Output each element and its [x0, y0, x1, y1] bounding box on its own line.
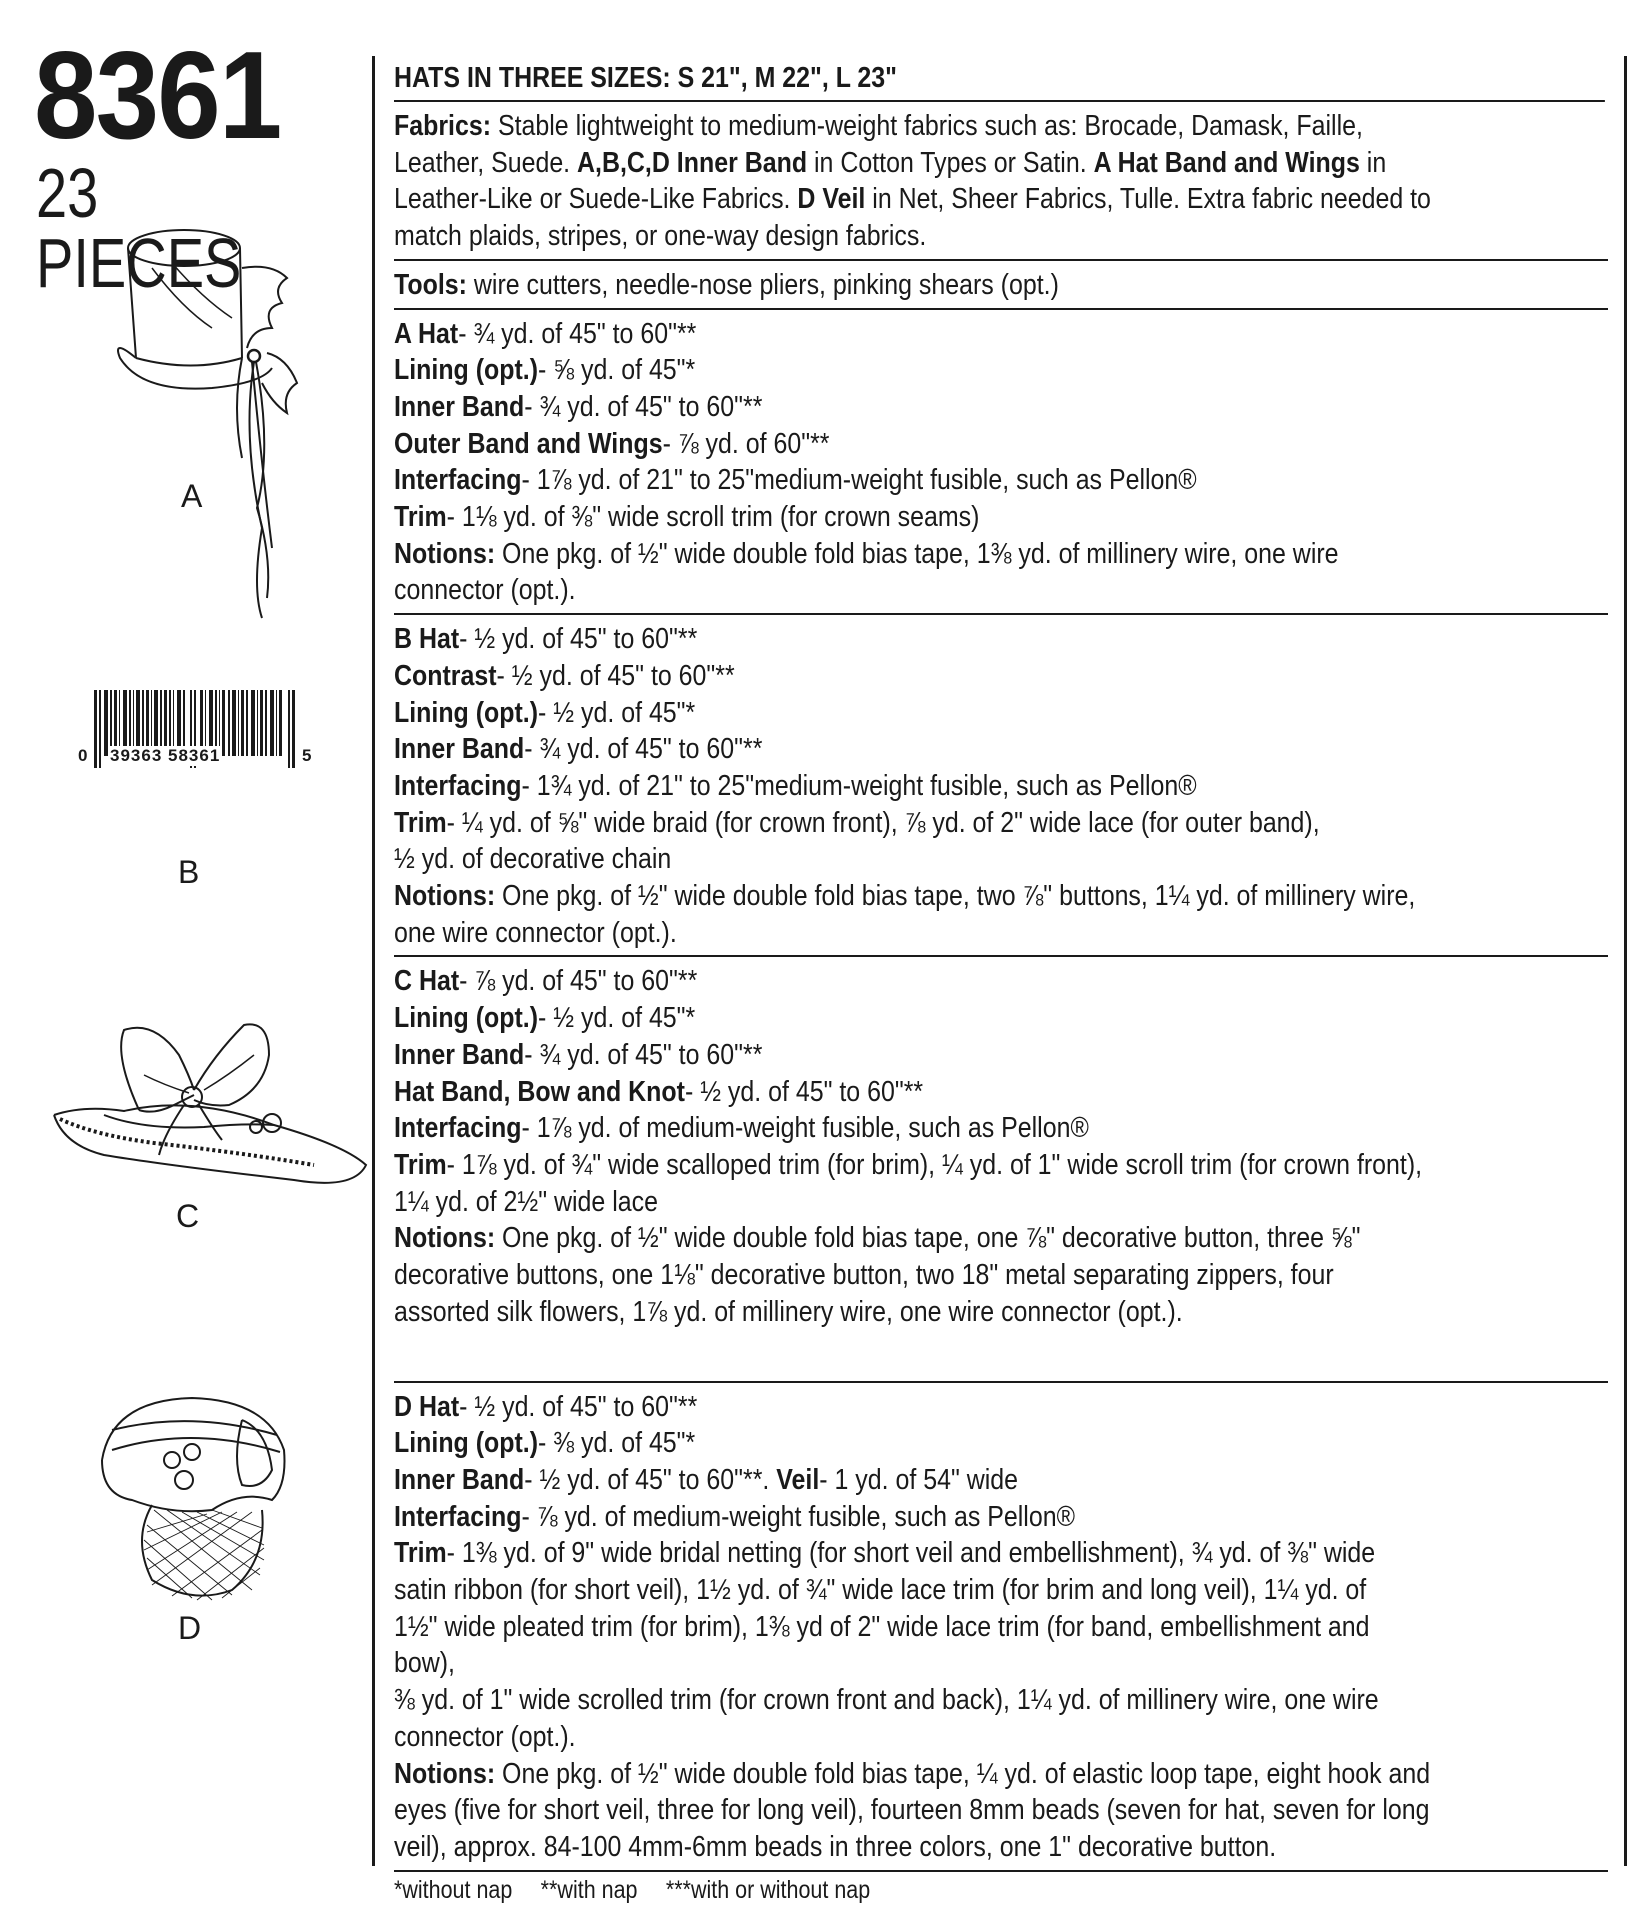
- text-run: Stable lightweight to medium-weight fabrics such as: Brocade, Damask, Faille,: [491, 110, 1363, 142]
- text-run: - 1¾ yd. of 21" to 25"medium-weight fusible, such as Pellon®: [521, 769, 1197, 802]
- view-a-line: [394, 536, 1438, 573]
- text-run: ½ yd. of decorative chain: [394, 843, 672, 876]
- view-a-line: [394, 316, 1438, 353]
- text-run: - ⅞ yd. of medium-weight fusible, such as Pellon®: [521, 1500, 1075, 1533]
- text-run: in Cotton Types or Satin.: [807, 146, 1094, 179]
- text-run: - 1⅜ yd. of 9" wide bridal netting (for short veil and embellishment), ¾ yd. of ⅜" wide: [446, 1537, 1376, 1570]
- text-run: - ½ yd. of 45" to 60"**: [496, 659, 735, 692]
- text-run: - ½ yd. of 45" to 60"**: [459, 1390, 698, 1423]
- view-d-section: [394, 1383, 1608, 1872]
- text-run: in Net, Sheer Fabrics, Tulle. Extra fabric needed to: [865, 183, 1431, 216]
- text-run: connector (opt.).: [394, 1720, 576, 1753]
- view-a-section: [394, 310, 1608, 616]
- text-run: one wire connector (opt.).: [394, 916, 677, 949]
- text-run: One pkg. of ½" wide double fold bias tape, 1⅜ yd. of millinery wire, one wire: [495, 537, 1339, 570]
- bold-label: Inner Band: [394, 1463, 525, 1496]
- requirements-content: [394, 56, 1608, 1906]
- tools-line: [394, 267, 1438, 304]
- wide-brim-hat-with-bow-illustration: [44, 1015, 370, 1195]
- view-b-line: [394, 878, 1438, 915]
- text-run: decorative buttons, one 1⅛" decorative button, two 18" metal separating zippers, four: [394, 1259, 1334, 1292]
- view-d-line: [394, 1572, 1438, 1609]
- view-a-line: [394, 389, 1438, 426]
- view-c-line: [394, 1037, 1438, 1074]
- bold-label: Notions:: [394, 1222, 496, 1255]
- view-d-line: [394, 1645, 1438, 1682]
- text-run: 1½" wide pleated trim (for brim), 1⅜ yd of 2" wide lace trim (for band, embellishment and: [394, 1610, 1370, 1643]
- fabrics-line: [394, 108, 1438, 145]
- bold-label: D Veil: [797, 183, 866, 216]
- bold-label: Trim: [394, 501, 447, 534]
- bold-label: Fabrics:: [394, 110, 492, 142]
- view-b-line: [394, 695, 1438, 732]
- view-d-line: [394, 1425, 1438, 1462]
- view-a-line: [394, 572, 1438, 609]
- column-divider-left: [372, 56, 375, 1866]
- view-d-line: [394, 1462, 1438, 1499]
- text-run: in: [1359, 146, 1387, 179]
- footnote-with-or-without-nap: ***with or without nap: [665, 1875, 871, 1904]
- text-run: - ⅞ yd. of 60"**: [662, 427, 830, 460]
- view-d-line: [394, 1792, 1438, 1829]
- bold-label: C Hat: [394, 965, 460, 998]
- view-c-line: [394, 1184, 1438, 1221]
- fabrics-line: [394, 181, 1438, 218]
- view-c-line: [394, 1110, 1438, 1147]
- bold-label: Notions:: [394, 537, 496, 570]
- text-run: match plaids, stripes, or one-way design fabrics.: [394, 220, 927, 253]
- sizes-header: HATS IN THREE SIZES: S 21", M 22", L 23": [394, 56, 1605, 102]
- text-run: - ½ yd. of 45" to 60"**: [684, 1075, 924, 1108]
- text-run: veil), approx. 84-100 4mm-6mm beads in three colors, one 1" decorative button.: [394, 1830, 1277, 1863]
- bold-label: Lining (opt.): [394, 354, 539, 387]
- bold-label: Notions:: [394, 1757, 496, 1790]
- bold-label: Interfacing: [394, 769, 522, 802]
- view-a-line: [394, 462, 1438, 499]
- bold-label: Lining (opt.): [394, 1427, 539, 1460]
- top-hat-with-wings-illustration: [112, 208, 312, 628]
- text-run: - 1⅞ yd. of ¾" wide scalloped trim (for brim), ¼ yd. of 1" wide scroll trim (for crown front),: [446, 1148, 1423, 1181]
- view-d-line: [394, 1499, 1438, 1536]
- text-run: 1¼ yd. of 2½" wide lace: [394, 1185, 658, 1218]
- view-label-b: B: [178, 854, 200, 890]
- view-c-line: [394, 1220, 1438, 1257]
- fabrics-line: [394, 145, 1438, 182]
- view-c-line: [394, 1294, 1438, 1331]
- text-run: satin ribbon (for short veil), 1½ yd. of ¾" wide lace trim (for brim and long veil), 1¼ yd. of: [394, 1574, 1367, 1607]
- view-a-line: [394, 352, 1438, 389]
- text-run: ⅜ yd. of 1" wide scrolled trim (for crown front and back), 1¼ yd. of millinery wire, one wire: [394, 1684, 1379, 1717]
- text-run: - 1⅞ yd. of medium-weight fusible, such as Pellon®: [521, 1112, 1089, 1145]
- view-b-line: [394, 621, 1438, 658]
- view-b-line: [394, 731, 1438, 768]
- bold-label: Hat Band, Bow and Knot: [394, 1075, 685, 1108]
- bold-label: A Hat: [394, 317, 459, 350]
- bold-label: Inner Band: [394, 390, 525, 423]
- view-c-line: [394, 1000, 1438, 1037]
- text-run: - ½ yd. of 45" to 60"**: [459, 623, 698, 656]
- bold-label: Lining (opt.): [394, 1002, 539, 1035]
- pieces-count: 23 PIECES: [36, 154, 242, 302]
- text-run: - ¾ yd. of 45" to 60"**: [524, 733, 763, 766]
- footnote-without-nap: *without nap: [394, 1875, 513, 1904]
- view-d-line: [394, 1829, 1438, 1866]
- view-a-line: [394, 426, 1438, 463]
- bold-label: Inner Band: [394, 733, 525, 766]
- view-label-c: C: [176, 1198, 200, 1234]
- bold-label: Tools:: [394, 268, 467, 301]
- bold-label: Interfacing: [394, 1500, 522, 1533]
- text-run: - 1⅛ yd. of ⅜" wide scroll trim (for crown seams): [446, 501, 980, 534]
- text-run: - 1⅞ yd. of 21" to 25"medium-weight fusible, such as Pellon®: [521, 464, 1197, 497]
- text-run: - ½ yd. of 45" to 60"**.: [524, 1463, 777, 1496]
- view-d-line: [394, 1609, 1438, 1646]
- view-c-line: [394, 1147, 1438, 1184]
- column-divider-right: [1624, 56, 1627, 1866]
- pattern-number: 8361: [34, 27, 281, 165]
- text-run: - ½ yd. of 45"*: [538, 1002, 696, 1035]
- footnotes: [394, 1872, 1438, 1906]
- bold-label: Trim: [394, 806, 447, 839]
- bold-label: A,B,C,D Inner Band: [577, 146, 808, 179]
- bold-label: B Hat: [394, 623, 460, 656]
- text-run: bow),: [394, 1647, 455, 1680]
- view-b-line: [394, 805, 1438, 842]
- fabrics-line: [394, 218, 1438, 255]
- view-b-line: [394, 915, 1438, 952]
- text-run: - ¾ yd. of 45" to 60"**: [524, 1038, 763, 1071]
- barcode-left-digit: 0: [78, 746, 89, 765]
- view-b-line: [394, 841, 1438, 878]
- text-run: - ¾ yd. of 45" to 60"**: [458, 317, 697, 350]
- view-d-line: [394, 1682, 1438, 1719]
- view-d-line: [394, 1535, 1438, 1572]
- view-label-d: D: [178, 1610, 202, 1646]
- bold-label: A Hat Band and Wings: [1093, 146, 1360, 179]
- view-c-line: [394, 1257, 1438, 1294]
- text-run: One pkg. of ½" wide double fold bias tape, ¼ yd. of elastic loop tape, eight hook and: [495, 1757, 1431, 1790]
- bold-label: Trim: [394, 1148, 447, 1181]
- bold-label: Interfacing: [394, 464, 522, 497]
- view-d-line: [394, 1719, 1438, 1756]
- view-label-a: A: [181, 478, 203, 514]
- bold-label: D Hat: [394, 1390, 460, 1423]
- fabrics-section: [394, 102, 1608, 261]
- text-run: Leather, Suede.: [394, 146, 578, 179]
- view-d-line: [394, 1389, 1438, 1426]
- bold-label: Contrast: [394, 659, 497, 692]
- text-run: Leather-Like or Suede-Like Fabrics.: [394, 183, 798, 216]
- text-run: One pkg. of ½" wide double fold bias tape, two ⅞" buttons, 1¼ yd. of millinery wire,: [495, 880, 1416, 913]
- view-b-section: [394, 615, 1608, 957]
- footnote-with-nap: **with nap: [540, 1875, 638, 1904]
- text-run: assorted silk flowers, 1⅞ yd. of millinery wire, one wire connector (opt.).: [394, 1295, 1183, 1328]
- hat-with-veil-illustration: [92, 1390, 292, 1610]
- view-d-line: [394, 1756, 1438, 1793]
- barcode-right-digit: 5: [302, 746, 313, 765]
- bold-label: Notions:: [394, 880, 496, 913]
- tools-section: [394, 261, 1608, 310]
- text-run: connector (opt.).: [394, 574, 576, 607]
- view-c-section: [394, 957, 1608, 1382]
- text-run: eyes (five for short veil, three for long veil), fourteen 8mm beads (seven for hat, seven for long: [394, 1794, 1430, 1827]
- bold-label: Veil: [776, 1463, 820, 1496]
- text-run: - ⅞ yd. of 45" to 60"**: [459, 965, 698, 998]
- text-run: - ⅜ yd. of 45"*: [538, 1427, 696, 1460]
- text-run: - ¼ yd. of ⅝" wide braid (for crown front), ⅞ yd. of 2" wide lace (for outer band),: [446, 806, 1320, 839]
- barcode-digits: 39363 58361: [110, 746, 221, 765]
- view-a-line: [394, 499, 1438, 536]
- bold-label: Lining (opt.): [394, 696, 539, 729]
- text-run: - ½ yd. of 45"*: [538, 696, 696, 729]
- text-run: - 1 yd. of 54" wide: [819, 1463, 1019, 1496]
- view-b-line: [394, 768, 1438, 805]
- bold-label: Inner Band: [394, 1038, 525, 1071]
- text-run: - ⅝ yd. of 45"*: [538, 354, 696, 387]
- text-run: wire cutters, needle-nose pliers, pinking shears (opt.): [466, 268, 1059, 301]
- view-c-line: [394, 1074, 1438, 1111]
- view-c-line: [394, 963, 1438, 1000]
- text-run: One pkg. of ½" wide double fold bias tape, one ⅞" decorative button, three ⅝": [495, 1222, 1361, 1255]
- bold-label: Trim: [394, 1537, 447, 1570]
- left-column: [0, 0, 372, 1908]
- bold-label: Interfacing: [394, 1112, 522, 1145]
- bold-label: Outer Band and Wings: [394, 427, 663, 460]
- text-run: - ¾ yd. of 45" to 60"**: [524, 390, 763, 423]
- view-b-line: [394, 658, 1438, 695]
